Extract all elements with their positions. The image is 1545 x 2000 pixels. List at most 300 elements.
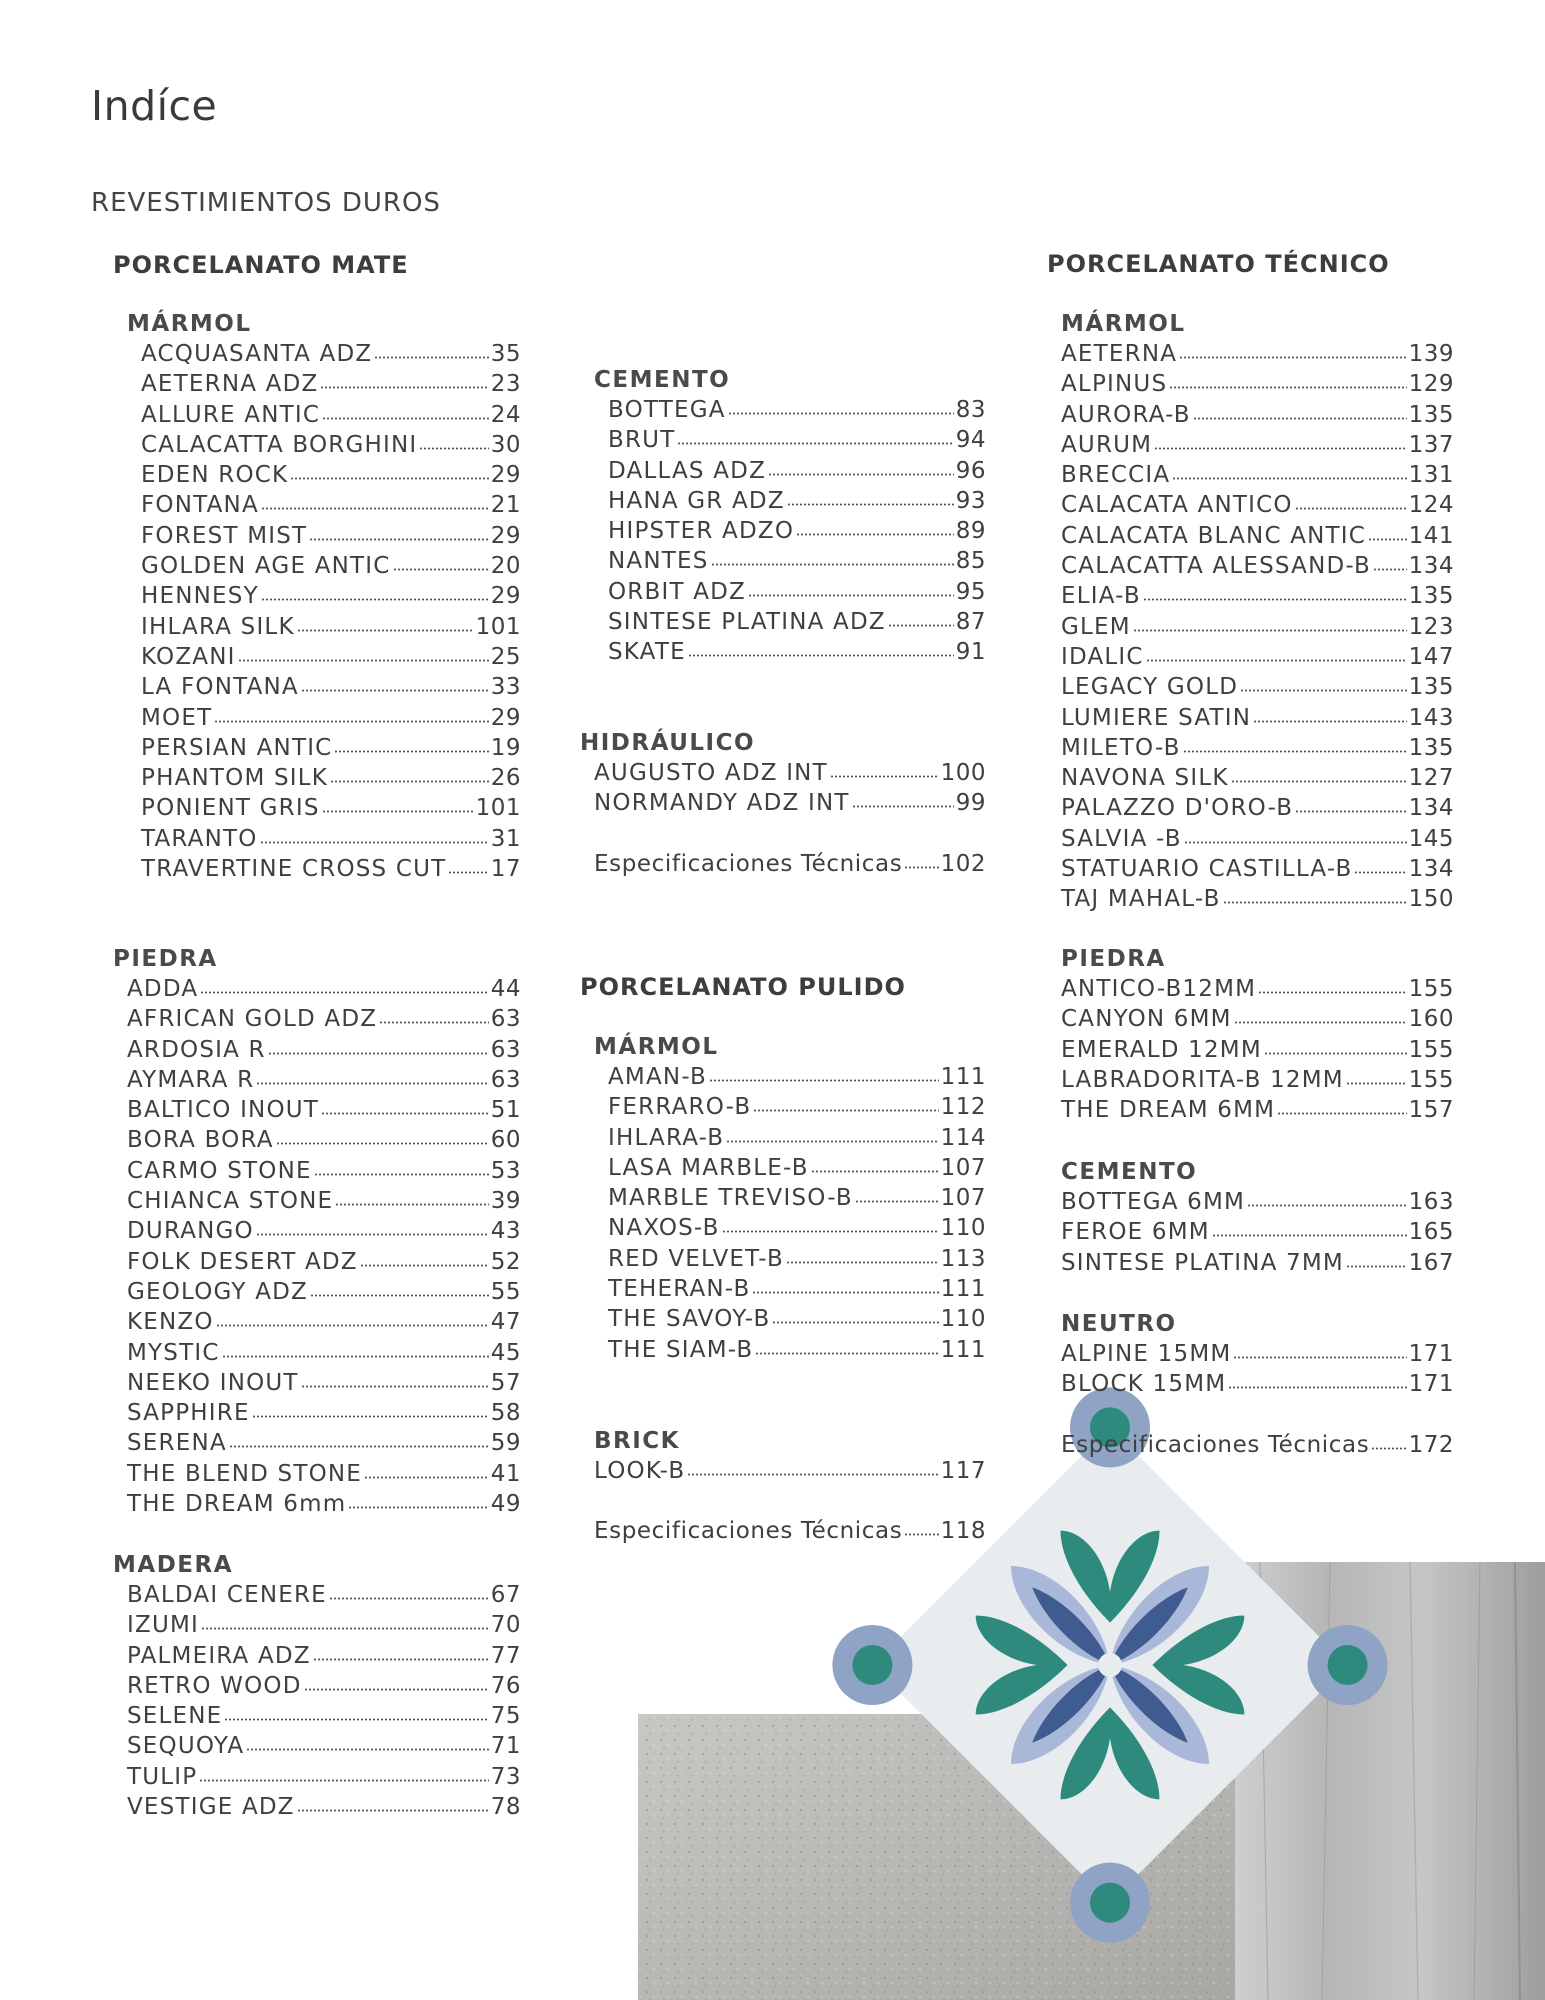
index-entry[interactable] <box>1047 521 1454 551</box>
entry-name: NORMANDY ADZ INT <box>594 790 850 817</box>
index-entry[interactable] <box>127 460 521 490</box>
entry-page: 17 <box>490 856 521 883</box>
entry-page: 45 <box>490 1339 521 1366</box>
index-entry[interactable] <box>1047 460 1454 490</box>
index-entry[interactable] <box>1047 1369 1454 1399</box>
entry-name: IHLARA-B <box>608 1124 725 1151</box>
entry-page: 26 <box>490 765 521 792</box>
entry-name: FOLK DESERT ADZ <box>127 1248 358 1275</box>
entry-page: 165 <box>1408 1219 1454 1246</box>
entry-page: 141 <box>1408 522 1454 549</box>
entry-name: HENNESY <box>141 583 259 610</box>
col3-cemento-list <box>1047 1187 1454 1278</box>
leader-dots <box>709 1079 939 1082</box>
index-entry[interactable] <box>1047 400 1454 430</box>
entry-name: HIPSTER ADZO <box>608 518 795 545</box>
entry-name: SEQUOYA <box>127 1733 245 1760</box>
index-entry[interactable] <box>594 486 986 516</box>
spec-page: 172 <box>1408 1431 1454 1458</box>
entry-name: CANYON 6MM <box>1061 1006 1232 1033</box>
leader-dots <box>1295 810 1406 813</box>
index-entry[interactable] <box>113 1065 521 1095</box>
col2-cemento-list <box>594 395 986 668</box>
index-entry[interactable] <box>127 763 521 793</box>
entry-name: SELENE <box>127 1703 223 1730</box>
entry-name: THE SIAM-B <box>608 1336 754 1363</box>
entry-name: DALLAS ADZ <box>608 457 767 484</box>
index-entry[interactable] <box>113 1580 521 1610</box>
leader-dots <box>297 629 474 632</box>
leader-dots <box>238 659 489 662</box>
leader-dots <box>214 720 488 723</box>
index-entry[interactable] <box>594 607 986 637</box>
leader-dots <box>199 1779 488 1782</box>
spec-label: Especificaciones Técnicas <box>594 1518 903 1545</box>
leader-dots <box>329 1597 489 1600</box>
index-entry[interactable] <box>1047 1248 1454 1278</box>
index-entry[interactable] <box>594 1304 986 1334</box>
entry-name: PONIENT GRIS <box>141 795 320 822</box>
index-entry[interactable] <box>1047 793 1454 823</box>
index-entry[interactable] <box>594 577 986 607</box>
index-entry[interactable] <box>113 974 521 1004</box>
index-entry[interactable] <box>113 1792 521 1822</box>
index-entry[interactable] <box>127 854 521 884</box>
spec-entry[interactable] <box>580 849 986 879</box>
entry-name: SKATE <box>608 639 686 666</box>
category-piedra: PIEDRA <box>113 946 218 972</box>
entry-name: CALACATTA BORGHINI <box>141 431 418 458</box>
entry-name: CALACATA ANTICO <box>1061 492 1293 519</box>
index-entry[interactable] <box>594 1183 986 1213</box>
entry-name: SALVIA -B <box>1061 825 1182 852</box>
leader-dots <box>256 1233 489 1236</box>
entry-name: ELIA-B <box>1061 583 1141 610</box>
heading-porcelanato-mate: PORCELANATO MATE <box>113 251 409 279</box>
leader-dots <box>855 1200 939 1203</box>
entry-name: MOET <box>141 704 213 731</box>
entry-name: TARANTO <box>141 825 258 852</box>
entry-name: BLOCK 15MM <box>1061 1371 1227 1398</box>
index-entry[interactable] <box>113 1489 521 1519</box>
entry-page: 155 <box>1408 976 1454 1002</box>
entry-page: 91 <box>955 639 986 666</box>
entry-name: SAPPHIRE <box>127 1400 250 1427</box>
entry-page: 25 <box>490 643 521 670</box>
index-entry[interactable] <box>113 1186 521 1216</box>
category-neutro: NEUTRO <box>1061 1311 1177 1337</box>
index-entry[interactable] <box>1047 1095 1454 1125</box>
entry-page: 123 <box>1408 613 1454 640</box>
entry-name: KOZANI <box>141 643 236 670</box>
index-entry[interactable] <box>1047 1004 1454 1034</box>
entry-page: 39 <box>490 1188 521 1215</box>
index-entry[interactable] <box>113 1277 521 1307</box>
entry-name: GOLDEN AGE ANTIC <box>141 553 391 580</box>
index-entry[interactable] <box>113 1610 521 1640</box>
leader-dots <box>419 447 488 450</box>
leader-dots <box>1212 1234 1407 1237</box>
category-cemento: CEMENTO <box>1061 1159 1198 1185</box>
entry-page: 30 <box>490 431 521 458</box>
entry-page: 19 <box>490 734 521 761</box>
leader-dots <box>1172 477 1406 480</box>
index-entry[interactable] <box>113 1307 521 1337</box>
entry-name: AYMARA R <box>127 1066 255 1093</box>
col3-cemento-block <box>1047 1157 1454 1278</box>
leader-dots <box>330 780 489 783</box>
leader-dots <box>904 1533 938 1536</box>
index-entry[interactable] <box>127 642 521 672</box>
index-entry[interactable] <box>1047 672 1454 702</box>
entry-name: ANTICO-B12MM <box>1061 976 1257 1002</box>
entry-name: FONTANA <box>141 492 259 519</box>
index-entry[interactable] <box>1047 733 1454 763</box>
index-entry[interactable] <box>127 521 521 551</box>
entry-page: 155 <box>1408 1066 1454 1093</box>
leader-dots <box>1184 841 1407 844</box>
leader-dots <box>313 1658 489 1661</box>
entry-page: 145 <box>1408 825 1454 852</box>
entry-name: ADDA <box>127 976 199 1002</box>
leader-dots <box>1368 538 1407 541</box>
leader-dots <box>224 1718 488 1721</box>
entry-name: ORBIT ADZ <box>608 578 747 605</box>
entry-page: 89 <box>955 518 986 545</box>
entry-page: 55 <box>490 1278 521 1305</box>
index-entry[interactable] <box>594 425 986 455</box>
index-entry[interactable] <box>113 1641 521 1671</box>
entry-name: AURUM <box>1061 431 1153 458</box>
entry-page: 63 <box>490 1036 521 1063</box>
spec-entry[interactable] <box>1047 1430 1454 1460</box>
entry-name: AETERNA <box>1061 341 1178 367</box>
col3-marmol-block <box>1047 309 1454 915</box>
entry-name: ALLURE ANTIC <box>141 401 321 428</box>
entry-name: GLEM <box>1061 613 1131 640</box>
entry-page: 171 <box>1408 1371 1454 1398</box>
col3-neutro-list <box>1047 1339 1454 1400</box>
index-entry[interactable] <box>1047 824 1454 854</box>
index-entry[interactable] <box>127 490 521 520</box>
index-entry[interactable] <box>1047 763 1454 793</box>
leader-dots <box>726 1140 938 1143</box>
index-entry[interactable] <box>594 637 986 667</box>
leader-dots <box>252 1415 489 1418</box>
index-entry[interactable] <box>594 1153 986 1183</box>
entry-name: PALAZZO D'ORO-B <box>1061 795 1294 822</box>
entry-name: EDEN ROCK <box>141 462 289 489</box>
entry-page: 51 <box>490 1097 521 1124</box>
leader-dots <box>748 594 954 597</box>
index-entry[interactable] <box>127 581 521 611</box>
entry-name: THE DREAM 6mm <box>127 1491 347 1518</box>
index-entry[interactable] <box>594 395 986 425</box>
col1-madera-list <box>113 1580 521 1822</box>
index-entry[interactable] <box>127 824 521 854</box>
leader-dots <box>1247 1204 1406 1207</box>
index-entry[interactable] <box>127 369 521 399</box>
spec-label: Especificaciones Técnicas <box>1061 1431 1370 1458</box>
index-entry[interactable] <box>113 1398 521 1428</box>
index-entry[interactable] <box>113 1671 521 1701</box>
index-entry[interactable] <box>594 456 986 486</box>
leader-dots <box>320 386 488 389</box>
leader-dots <box>1223 901 1407 904</box>
index-entry[interactable] <box>113 1216 521 1246</box>
entry-page: 58 <box>490 1400 521 1427</box>
index-entry[interactable] <box>1047 884 1454 914</box>
entry-name: SINTESE PLATINA 7MM <box>1061 1249 1344 1276</box>
index-entry[interactable] <box>113 1035 521 1065</box>
category-cemento: CEMENTO <box>594 367 731 393</box>
entry-page: 147 <box>1408 643 1454 670</box>
entry-page: 63 <box>490 1066 521 1093</box>
leader-dots <box>1258 991 1406 994</box>
index-entry[interactable] <box>1047 1187 1454 1217</box>
index-entry[interactable] <box>113 1338 521 1368</box>
entry-page: 155 <box>1408 1036 1454 1063</box>
entry-name: IZUMI <box>127 1612 200 1639</box>
col2-pulido-marmol-block <box>594 1032 986 1365</box>
leader-dots <box>261 598 489 601</box>
entry-name: AURORA-B <box>1061 401 1191 428</box>
spec-label: Especificaciones Técnicas <box>594 850 903 877</box>
leader-dots <box>297 1809 489 1812</box>
index-entry[interactable] <box>127 672 521 702</box>
entry-page: 94 <box>955 427 986 454</box>
leader-dots <box>348 1506 488 1509</box>
leader-dots <box>852 805 954 808</box>
index-entry[interactable] <box>1047 703 1454 733</box>
entry-name: SERENA <box>127 1430 227 1457</box>
entry-page: 113 <box>940 1245 986 1272</box>
category-piedra: PIEDRA <box>1061 946 1166 972</box>
entry-name: BOTTEGA 6MM <box>1061 1189 1246 1215</box>
leader-dots <box>322 810 474 813</box>
index-entry[interactable] <box>113 1247 521 1277</box>
leader-dots <box>268 1052 489 1055</box>
leader-dots <box>301 689 489 692</box>
leader-dots <box>752 1291 938 1294</box>
entry-page: 75 <box>490 1703 521 1730</box>
col3-neutro-block <box>1047 1309 1454 1460</box>
index-entry[interactable] <box>113 1428 521 1458</box>
index-entry[interactable] <box>594 1244 986 1274</box>
index-entry[interactable] <box>113 1731 521 1761</box>
leader-dots <box>301 1385 489 1388</box>
leader-dots <box>216 1324 489 1327</box>
leader-dots <box>1154 447 1406 450</box>
entry-page: 127 <box>1408 765 1454 792</box>
index-entry[interactable] <box>127 793 521 823</box>
index-entry[interactable] <box>113 1701 521 1731</box>
col3-piedra-block <box>1047 944 1454 1125</box>
col3-piedra-list <box>1047 974 1454 1125</box>
entry-name: FOREST MIST <box>141 522 308 549</box>
entry-name: FERRARO-B <box>608 1094 752 1121</box>
index-entry[interactable] <box>594 546 986 576</box>
spec-page: 118 <box>940 1518 986 1545</box>
index-entry[interactable] <box>594 516 986 546</box>
index-entry[interactable] <box>580 1456 986 1486</box>
leader-dots <box>360 1264 489 1267</box>
entry-page: 70 <box>490 1612 521 1639</box>
leader-dots <box>772 1321 938 1324</box>
leader-dots <box>1183 750 1407 753</box>
index-entry[interactable] <box>1047 1065 1454 1095</box>
entry-page: 135 <box>1408 583 1454 610</box>
leader-dots <box>904 866 938 869</box>
leader-dots <box>811 1170 939 1173</box>
entry-page: 107 <box>940 1154 986 1181</box>
spec-entry[interactable] <box>580 1516 986 1546</box>
index-entry[interactable] <box>113 1368 521 1398</box>
index-entry[interactable] <box>113 1095 521 1125</box>
col2-brick-block <box>580 1426 986 1547</box>
index-entry[interactable] <box>594 1213 986 1243</box>
index-entry[interactable] <box>113 1459 521 1489</box>
entry-name: LOOK-B <box>594 1458 686 1484</box>
entry-page: 57 <box>490 1369 521 1396</box>
index-entry[interactable] <box>127 551 521 581</box>
col2-hidraulico-list <box>580 758 986 819</box>
leader-dots <box>1253 720 1406 723</box>
category-madera: MADERA <box>113 1552 234 1578</box>
leader-dots <box>753 1109 938 1112</box>
index-entry[interactable] <box>580 788 986 818</box>
entry-name: IDALIC <box>1061 643 1144 670</box>
entry-page: 35 <box>490 341 521 367</box>
entry-page: 111 <box>940 1276 986 1303</box>
index-entry[interactable] <box>113 1156 521 1186</box>
index-entry[interactable] <box>1047 490 1454 520</box>
leader-dots <box>1373 568 1407 571</box>
entry-name: AFRICAN GOLD ADZ <box>127 1006 378 1033</box>
entry-name: ACQUASANTA ADZ <box>141 341 373 367</box>
entry-page: 21 <box>490 492 521 519</box>
index-entry[interactable] <box>1047 974 1454 1004</box>
leader-dots <box>1193 417 1407 420</box>
index-entry[interactable] <box>1047 854 1454 884</box>
index-entry[interactable] <box>1047 430 1454 460</box>
entry-page: 135 <box>1408 674 1454 701</box>
entry-page: 63 <box>490 1006 521 1033</box>
col2-hidraulico-block <box>580 728 986 879</box>
entry-page: 95 <box>955 578 986 605</box>
entry-page: 77 <box>490 1642 521 1669</box>
entry-name: LABRADORITA-B 12MM <box>1061 1066 1344 1093</box>
entry-page: 114 <box>940 1124 986 1151</box>
entry-name: DURANGO <box>127 1218 254 1245</box>
leader-dots <box>364 1476 489 1479</box>
index-entry[interactable] <box>580 758 986 788</box>
entry-page: 67 <box>490 1582 521 1608</box>
entry-name: BRUT <box>608 427 676 454</box>
entry-name: AMAN-B <box>608 1064 707 1090</box>
entry-name: TAJ MAHAL-B <box>1061 886 1221 913</box>
leader-dots <box>290 477 488 480</box>
entry-name: STATUARIO CASTILLA-B <box>1061 856 1353 883</box>
index-entry[interactable] <box>594 1062 986 1092</box>
index-entry[interactable] <box>1047 551 1454 581</box>
heading-porcelanato-pulido: PORCELANATO PULIDO <box>580 973 906 1001</box>
leader-dots <box>321 1112 489 1115</box>
index-entry[interactable] <box>594 1335 986 1365</box>
entry-name: PALMEIRA ADZ <box>127 1642 311 1669</box>
leader-dots <box>688 654 954 657</box>
index-entry[interactable] <box>594 1123 986 1153</box>
entry-name: LEGACY GOLD <box>1061 674 1239 701</box>
entry-name: CALACATA BLANC ANTIC <box>1061 522 1367 549</box>
index-entry[interactable] <box>127 703 521 733</box>
heading-porcelanato-tecnico: PORCELANATO TÉCNICO <box>1047 250 1390 278</box>
index-entry[interactable] <box>1047 642 1454 672</box>
entry-name: BALTICO INOUT <box>127 1097 320 1124</box>
leader-dots <box>1354 871 1406 874</box>
index-entry[interactable] <box>1047 369 1454 399</box>
entry-page: 29 <box>490 522 521 549</box>
entry-name: KENZO <box>127 1309 214 1336</box>
entry-name: VESTIGE ADZ <box>127 1794 295 1821</box>
index-entry[interactable] <box>127 400 521 430</box>
index-entry[interactable] <box>594 1274 986 1304</box>
entry-page: 93 <box>955 487 986 514</box>
leader-dots <box>1277 1112 1406 1115</box>
index-entry[interactable] <box>1047 1035 1454 1065</box>
index-entry[interactable] <box>1047 581 1454 611</box>
leader-dots <box>755 1352 938 1355</box>
entry-name: PHANTOM SILK <box>141 765 329 792</box>
entry-name: CHIANCA STONE <box>127 1188 334 1215</box>
entry-name: CALACATTA ALESSAND-B <box>1061 553 1372 580</box>
leader-dots <box>711 563 954 566</box>
entry-page: 110 <box>940 1215 986 1242</box>
entry-page: 49 <box>490 1491 521 1518</box>
index-entry[interactable] <box>1047 1339 1454 1369</box>
entry-name: LA FONTANA <box>141 674 299 701</box>
entry-page: 29 <box>490 583 521 610</box>
index-entry[interactable] <box>127 612 521 642</box>
index-entry[interactable] <box>1047 339 1454 369</box>
leader-dots <box>722 1230 939 1233</box>
leader-dots <box>1179 356 1406 359</box>
entry-page: 99 <box>955 790 986 817</box>
entry-name: FEROE 6MM <box>1061 1219 1210 1246</box>
entry-page: 134 <box>1408 856 1454 883</box>
entry-page: 163 <box>1408 1189 1454 1215</box>
leader-dots <box>334 750 488 753</box>
entry-page: 157 <box>1408 1097 1454 1124</box>
index-entry[interactable] <box>1047 612 1454 642</box>
index-entry[interactable] <box>127 733 521 763</box>
entry-name: SINTESE PLATINA ADZ <box>608 609 886 636</box>
entry-name: TULIP <box>127 1763 198 1790</box>
index-entry[interactable] <box>1047 1217 1454 1247</box>
index-entry[interactable] <box>127 339 521 369</box>
index-entry[interactable] <box>113 1004 521 1034</box>
index-entry[interactable] <box>113 1762 521 1792</box>
index-entry[interactable] <box>594 1092 986 1122</box>
entry-name: MARBLE TREVISO-B <box>608 1185 853 1212</box>
entry-page: 23 <box>490 371 521 398</box>
entry-page: 143 <box>1408 704 1454 731</box>
leader-dots <box>246 1748 488 1751</box>
index-entry[interactable] <box>113 1125 521 1155</box>
index-entry[interactable] <box>127 430 521 460</box>
entry-page: 52 <box>490 1248 521 1275</box>
leader-dots <box>1295 507 1407 510</box>
